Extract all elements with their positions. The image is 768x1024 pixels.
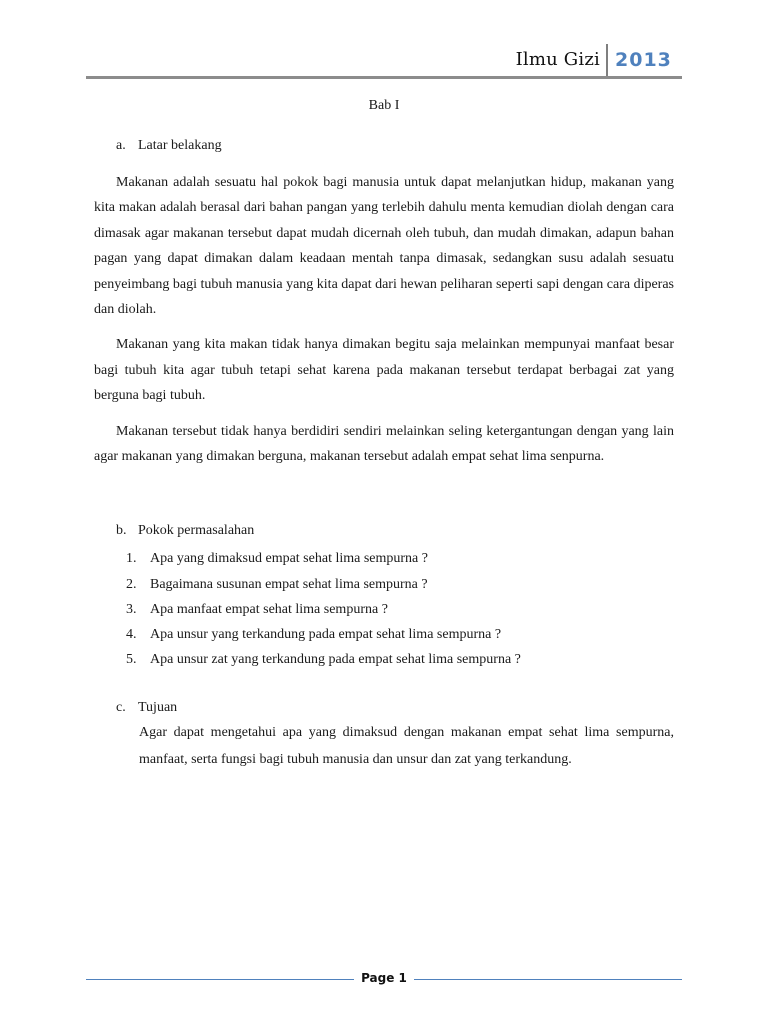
section-a-paragraph-2: Makanan yang kita makan tidak hanya dimakan begitu saja melainkan mempunyai manfaat besar bagi tubuh kita agar tubuh tetapi sehat karena pada makanan tersebut terdapat berbagai zat yang berguna bagi tubuh. bbox=[94, 337, 674, 404]
section-a-heading bbox=[116, 136, 674, 156]
section-b-letter: b. bbox=[116, 523, 127, 539]
list-item-number: 4. bbox=[126, 627, 137, 643]
list-item-number: 5. bbox=[126, 652, 137, 668]
list-item bbox=[126, 597, 674, 622]
list-item bbox=[126, 572, 674, 597]
header-rule bbox=[86, 76, 682, 79]
chapter-title: Bab I bbox=[368, 98, 400, 113]
list-item bbox=[126, 647, 674, 672]
list-item bbox=[126, 546, 674, 571]
list-item-number: 1. bbox=[126, 551, 137, 567]
document-body bbox=[94, 96, 674, 773]
page-number: Page 1 bbox=[361, 971, 407, 985]
list-item-text: Apa unsur yang terkandung pada empat sehat lima sempurna ? bbox=[150, 627, 502, 643]
section-b-heading bbox=[116, 521, 674, 541]
section-a-title: Latar belakang bbox=[138, 138, 222, 153]
list-item-number: 3. bbox=[126, 601, 137, 617]
list-item-number: 2. bbox=[126, 576, 137, 592]
list-item-text: Apa manfaat empat sehat lima sempurna ? bbox=[150, 601, 388, 617]
section-a-paragraph-3: Makanan tersebut tidak hanya berdidiri sendiri melainkan seling ketergantungan dengan yang lain agar makanan yang dimakan berguna, makanan tersebut adalah empat sehat lima senpurna. bbox=[94, 423, 674, 465]
section-c-paragraph: Agar dapat mengetahui apa yang dimaksud dengan makanan empat sehat lima sempurna, manfaat, serta fungsi bagi tubuh manusia dan unsur dan zat yang terkandung. bbox=[139, 725, 674, 767]
section-c-title: Tujuan bbox=[138, 700, 178, 716]
section-a-letter: a. bbox=[116, 138, 126, 153]
header-divider bbox=[606, 44, 608, 78]
list-item-text: Apa yang dimaksud empat sehat lima sempurna ? bbox=[150, 551, 428, 567]
list-item-text: Apa unsur zat yang terkandung pada empat sehat lima sempurna ? bbox=[150, 652, 521, 668]
list-item-text: Bagaimana susunan empat sehat lima sempurna ? bbox=[150, 576, 428, 592]
section-c-letter: c. bbox=[116, 700, 126, 716]
section-b-title: Pokok permasalahan bbox=[138, 523, 255, 539]
page-header bbox=[0, 0, 768, 90]
problem-list bbox=[94, 546, 674, 672]
footer-rule-left bbox=[86, 979, 354, 980]
header-year: 2013 bbox=[615, 49, 672, 71]
list-item bbox=[126, 622, 674, 647]
header-title: Ilmu Gizi bbox=[515, 49, 600, 70]
footer-rule-right bbox=[414, 979, 682, 980]
section-a-paragraph-1: Makanan adalah sesuatu hal pokok bagi manusia untuk dapat melanjutkan hidup, makanan yang kita makan adalah berasal dari bahan pangan yang terlebih dahulu menta kemudian diolah dengan cara dimasak agar makanan tersebut dapat mudah dicernah oleh tubuh, dan mudah dimakan, adapun bahan pagan yang dapat dimakan dalam keadaan mentah tanpa dimasak, sedangkan susu adalah sesuatu penyeimbang bagi tubuh manusia yang kita dapat dari hewan peliharan seperti sapi dengan cara diperas dan diolah. bbox=[94, 175, 675, 318]
section-c-heading bbox=[116, 698, 674, 718]
